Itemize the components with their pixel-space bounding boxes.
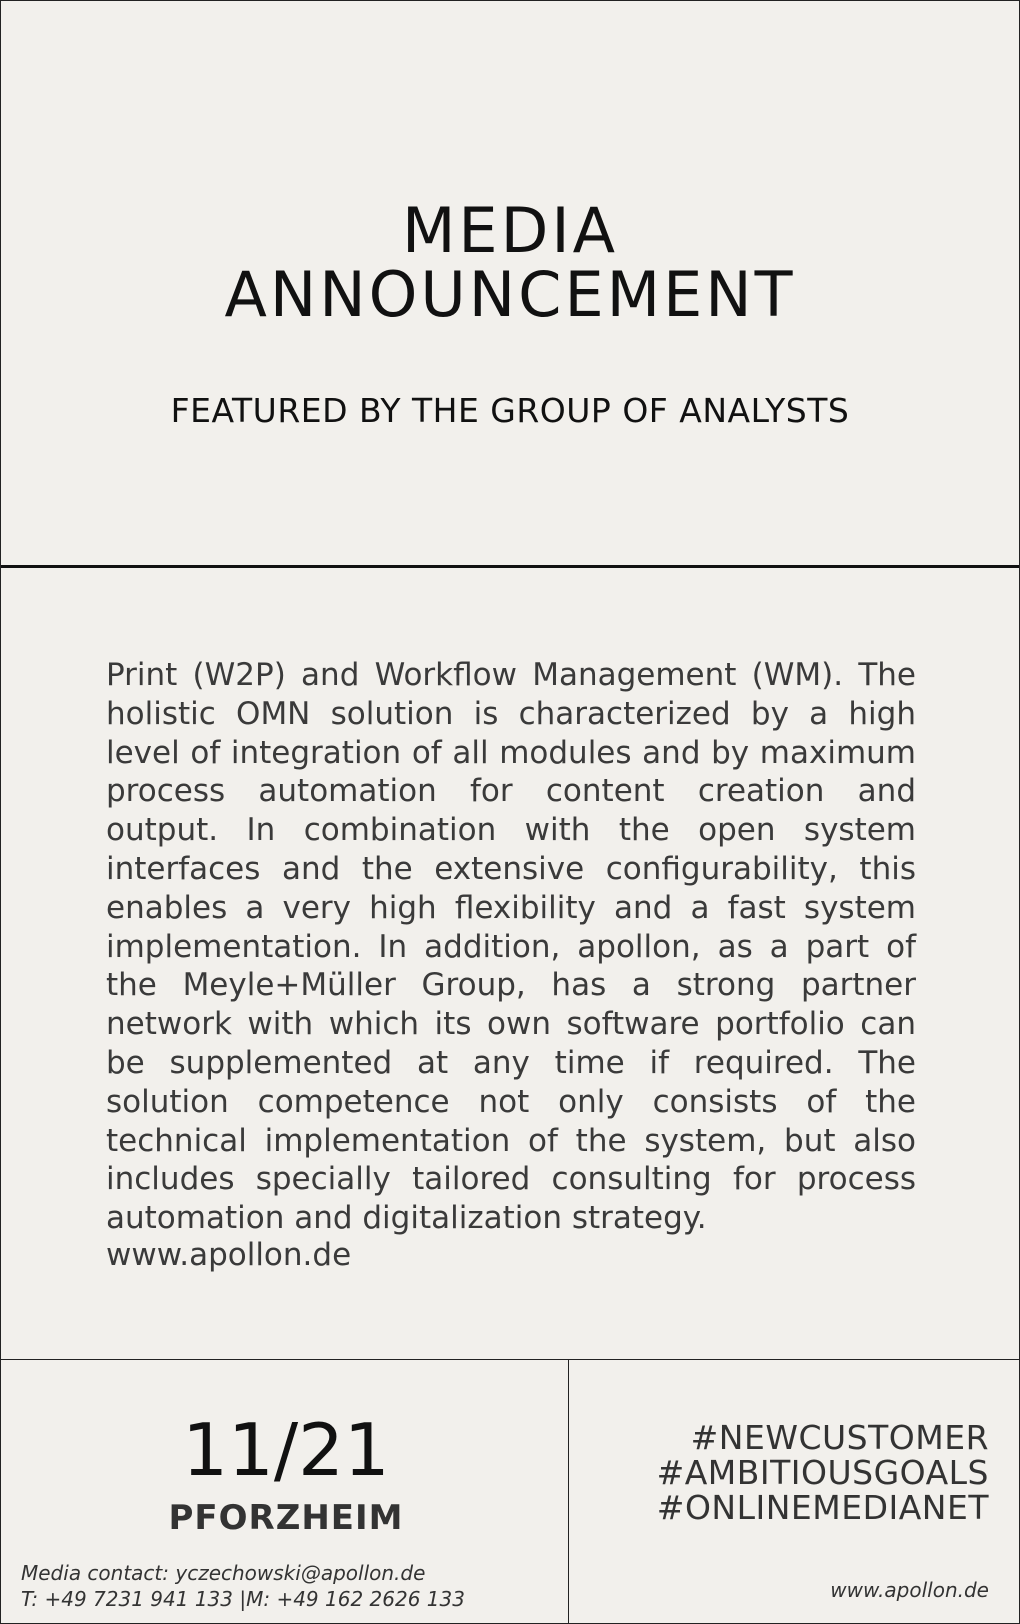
footer-divider: [568, 1360, 569, 1624]
contact-phone-line: T: +49 7231 941 133 |M: +49 162 2626 133: [21, 1587, 465, 1611]
title-line-1: MEDIA: [401, 194, 619, 267]
contact-email-line: Media contact: yczechowski@apollon.de: [21, 1561, 426, 1585]
footer-website-link[interactable]: www.apollon.de: [830, 1578, 989, 1602]
issue-date: 11/21: [182, 1408, 390, 1492]
hashtag-list: [657, 1420, 989, 1525]
footer-section: [1, 1359, 1019, 1623]
hashtag-item: #ONLINEMEDIANET: [656, 1488, 989, 1527]
city-name: PFORZHEIM: [168, 1498, 404, 1538]
hashtag-item: #NEWCUSTOMER: [690, 1418, 989, 1457]
body-paragraph: Print (W2P) and Workflow Management (WM). The holistic OMN solution is characterized by a high level of integration of all modules and by maximum process automation for content creation and output. In combination with the open system interfaces and the extensive configurability, this enables a very high flexibility and a fast system implementation. In addition, apollon, as a part of the Meyle+Müller Group, has a strong partner network with which its own software portfolio can be supplemented at any time if required. The solution competence not only consists of the technical implementation of the system, but also includes specially tailored consulting for process automation and digitalization strategy.: [106, 657, 916, 1237]
hashtag-item: #AMBITIOUSGOALS: [656, 1453, 989, 1492]
header-section: [1, 1, 1019, 568]
subtitle: FEATURED BY THE GROUP OF ANALYSTS: [170, 391, 850, 430]
body-website-link[interactable]: www.apollon.de: [106, 1237, 352, 1273]
page-title: [1, 194, 1019, 331]
media-contact: [21, 1560, 465, 1612]
title-line-2: ANNOUNCEMENT: [224, 258, 796, 331]
